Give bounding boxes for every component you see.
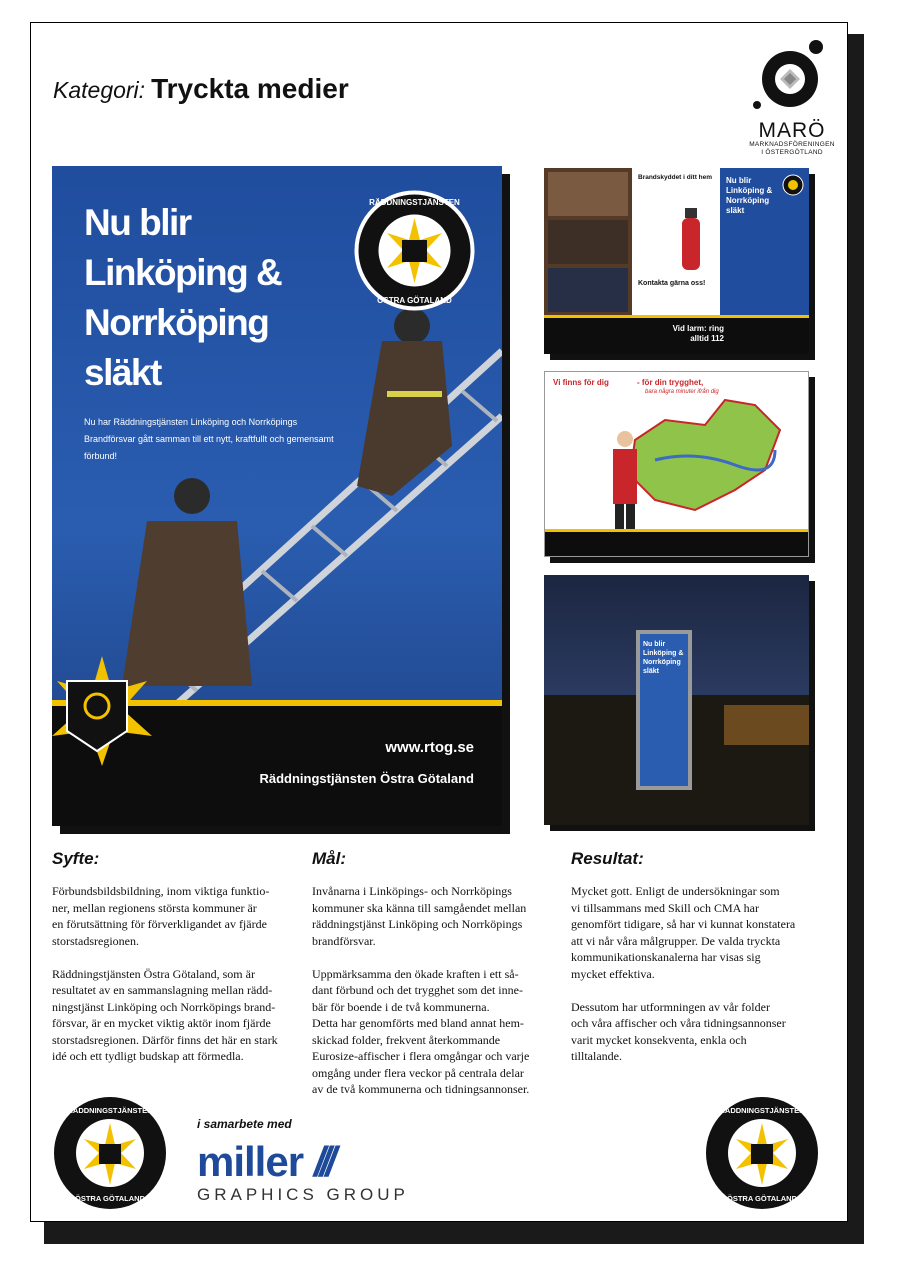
poster-badge-bottom-text: ÖSTRA GÖTALAND [377,296,452,305]
footer-badge-right-bottom: ÖSTRA GÖTALAND [727,1194,797,1203]
folder-bottom-text: Vid larm: ring alltid 112 [672,324,724,343]
folder-right-page [720,168,809,318]
miller-logo [197,1138,409,1205]
category-value: Tryckta medier [151,73,349,104]
folder-thumbnail [544,168,809,354]
miller-word: miller [197,1138,304,1185]
category-label: Kategori: [53,77,146,103]
maro-sub-1: MARKNADSFÖRENINGEN [749,141,835,148]
headline-line-1: Nu blir [84,202,191,243]
poster-headline [84,198,281,398]
map-left-title: Vi finns för dig [553,378,609,387]
poster-lead-text: Nu har Räddningstjänsten Linköping och Norrköpings Brandförsvar gått samman till ett nytt, kraftfullt och gemensamt förbund! [84,417,334,461]
maro-name: MARÖ [758,119,826,142]
fire-extinguisher-icon [670,204,710,274]
poster-star-emblem-icon [52,651,172,771]
folder-middle-page [632,168,720,318]
maro-logo [747,35,837,157]
folder-bottom-band [544,315,809,354]
miller-sub: GRAPHICS GROUP [197,1185,409,1204]
map-bottom-band [545,529,808,556]
folder-photo-collage [544,168,632,318]
headline-line-2: Linköping & [84,252,282,293]
main-poster [52,166,502,826]
footer-badge-left-bottom: ÖSTRA GÖTALAND [75,1194,145,1203]
mal-text: Invånarna i Linköpings- och Norrköpings kommuner ska känna till samgåendet mellan räddningstjänst Linköping och Norrköpings brandförsvar. Uppmärksamma den ökade kraften i ett så- dant förbund och det trygghet som det inne- bär för boende i de två kommunerna. Detta har genomförts med bland annat hem- skickad folder, frekvent återkommande Eurosize-affischer i flera omgångar och varje omgång under flera veckor på centrala delar av de två kommunerna och tidningsannonser. [312,884,530,1096]
map-mid-title: - för din trygghet, [637,378,704,387]
headline-line-4: släkt [84,352,161,393]
miller-name: miller /// [197,1138,331,1185]
syfte-heading: Syfte: [52,849,100,868]
headline-line-3: Norrköping [84,302,269,343]
street-photo-thumbnail [544,575,809,825]
syfte-text: Förbundsbildsbildning, inom viktiga funktio- ner, mellan regionens största kommuner är en förutsättning för förverkligandet av fjärde storstadsregionen. Räddningstjänsten Östra Götaland, som är resultatet av en sammanslagning mellan rädd- ningstjänst Linköping och Norrköpings brand- försvar, är en mycket viktig aktör inom fjärde storstadsregionen. Därför finns det här en stark idé och ett tydligt budskap att förmedla. [52,884,278,1063]
footer-badge-right-icon [704,1095,820,1211]
entry-sheet [30,22,848,1222]
folder-mid-title: Brandskyddet i ditt hem [638,174,713,181]
resultat-text: Mycket gott. Enligt de undersökningar som vi tillsammans med Skill och CMA har genomfört tidigare, så har vi kunnat konstatera att vi når våra målgrupper. De valda tryckta kommunikationskanalerna har visas sig mycket effektiva. Dessutom har utformningen av vår folder och våra affischer och våra tidningsannonser varit mycket konsekventa, enkla och tilltalande. [571,884,796,1063]
folder-cta: Kontakta gärna oss! [638,280,706,287]
poster-org-name: Räddningstjänsten Östra Götaland [259,771,474,786]
map-folder-thumbnail [544,371,809,557]
category-heading [53,73,349,105]
footer-badge-left-top: RÄDDNINGSTJÄNSTEN [67,1106,153,1115]
footer-badge-right-top: RÄDDNINGSTJÄNSTEN [719,1106,805,1115]
map-mid-sub: bara några minuter ifrån dig [645,389,719,395]
folder-badge-icon [782,174,804,196]
folder-right-title: Nu blir Linköping & Norrköping släkt [726,176,773,215]
resultat-heading: Resultat: [571,849,644,868]
poster-badge-top-text: RÄDDNINGSTJÄNSTEN [369,198,460,207]
poster-badge-icon [352,188,477,313]
street-ad-panel [636,630,692,790]
footer-badge-left-icon [52,1095,168,1211]
poster-url: www.rtog.se [385,739,474,756]
mal-heading: Mål: [312,849,346,868]
street-ad-text: Nu blir Linköping & Norrköping släkt [643,641,684,675]
maro-sub-2: I ÖSTERGÖTLAND [761,149,823,157]
samarbete-label: i samarbete med [197,1117,292,1131]
maro-mark-icon [752,35,832,113]
